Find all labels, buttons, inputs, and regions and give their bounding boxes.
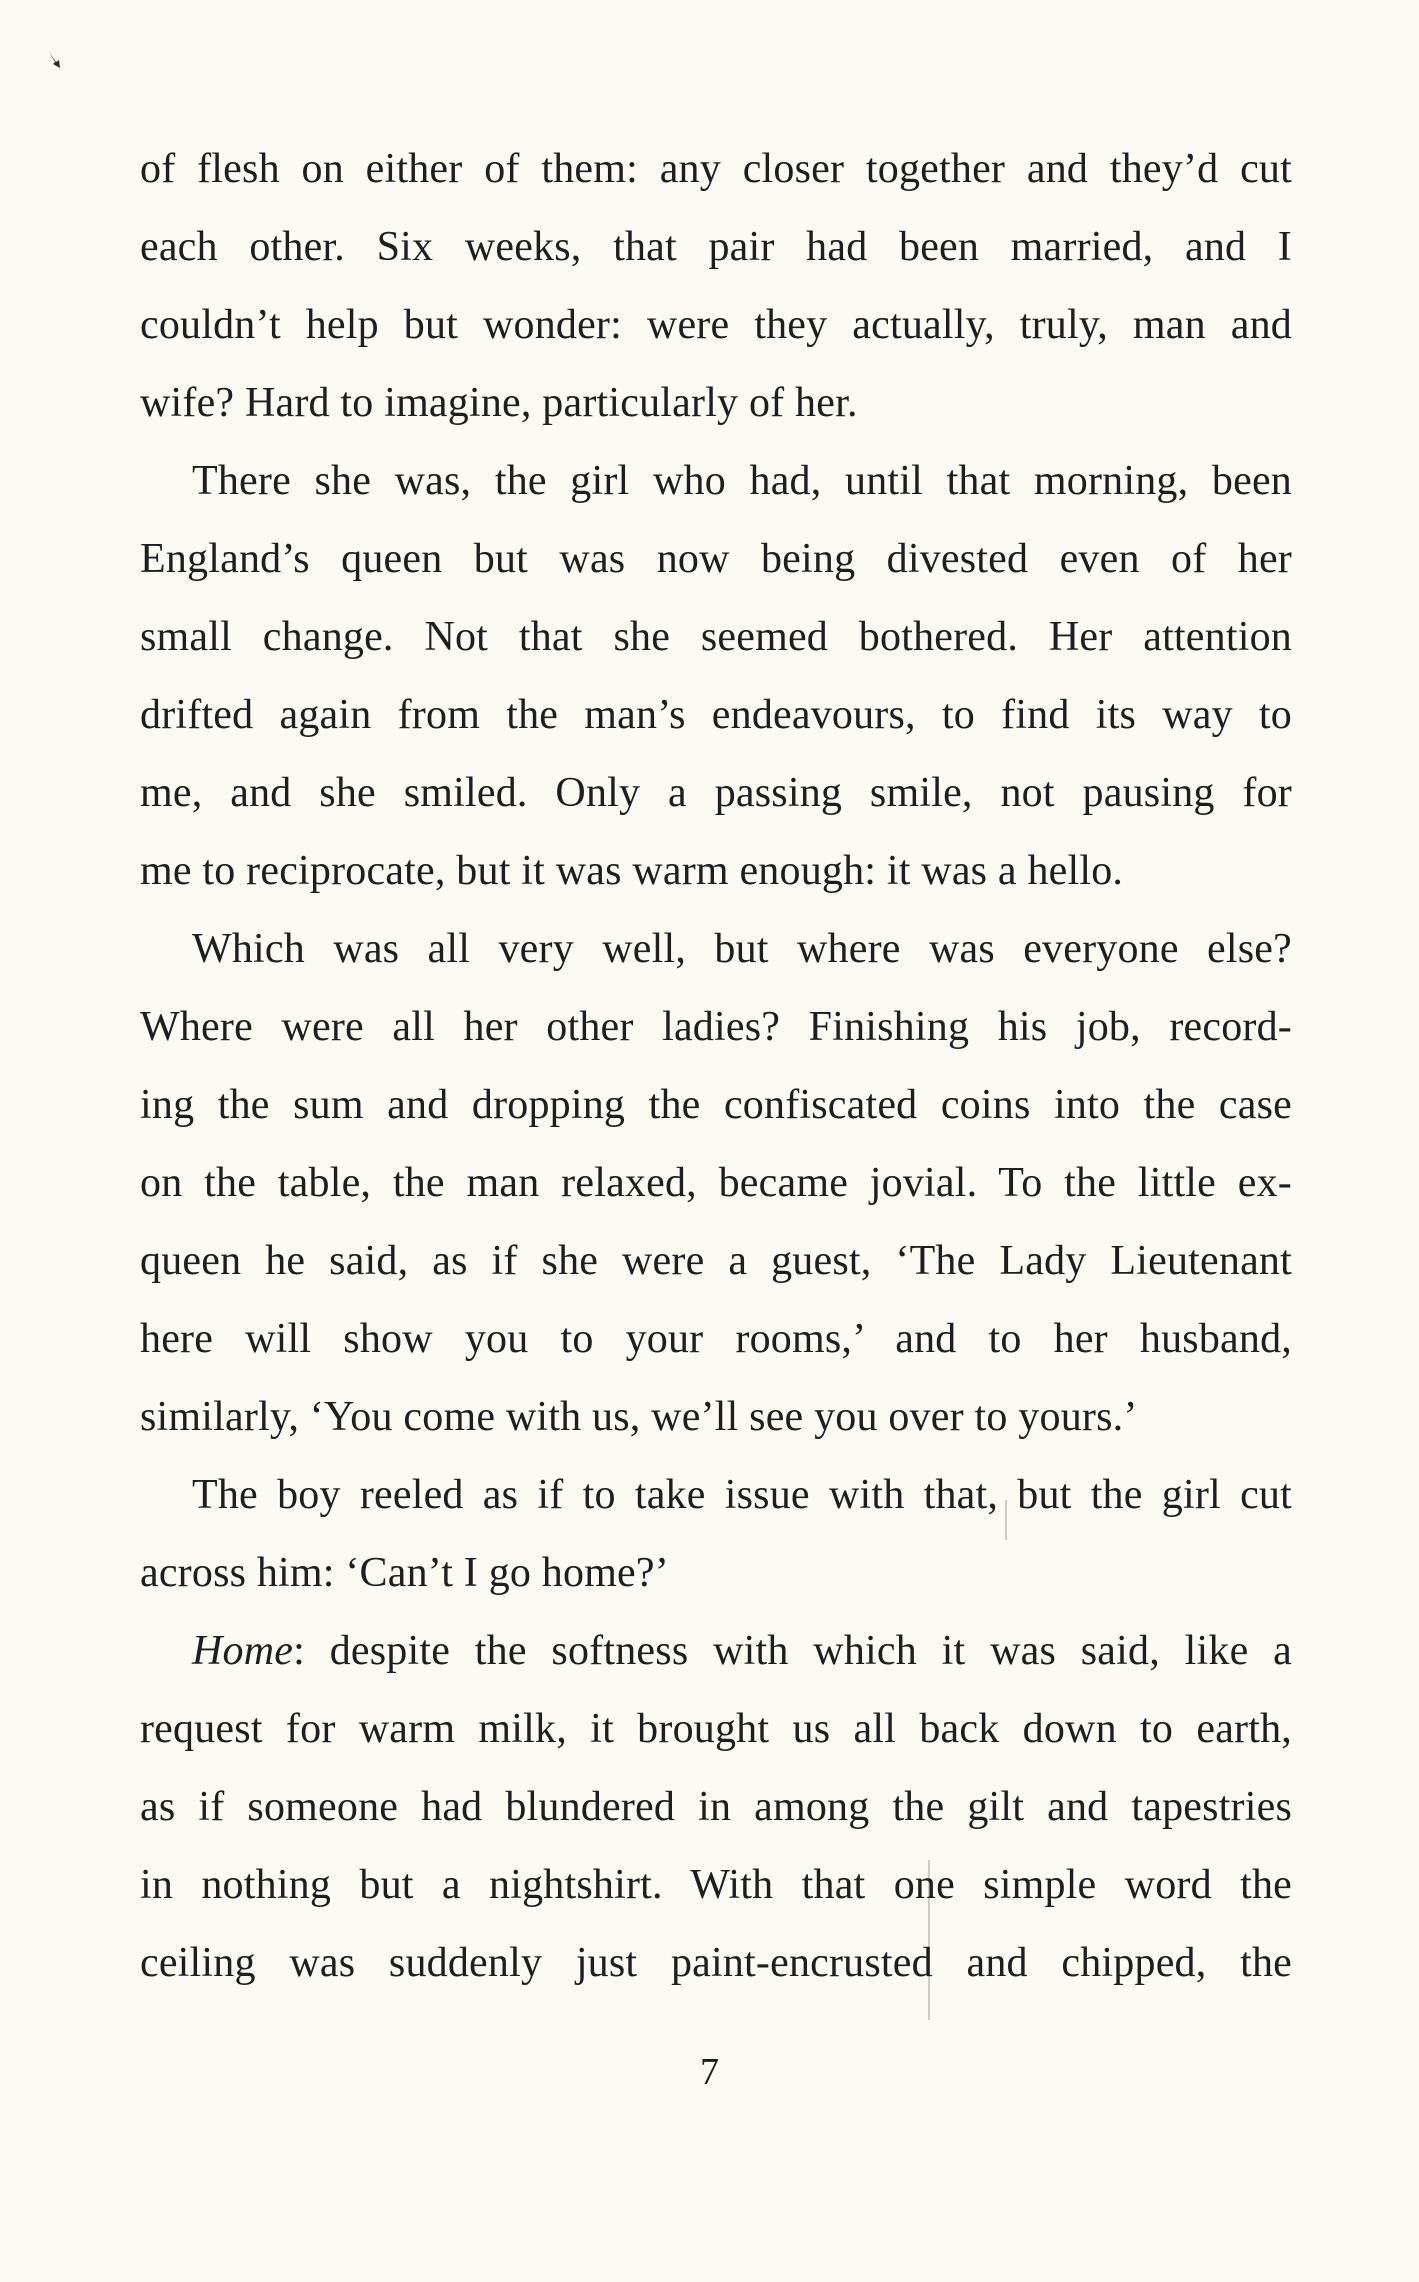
- text-line: Where were all her other ladies? Finishing his job, record-: [140, 1004, 1292, 1050]
- text-line: each other. Six weeks, that pair had been married, and I: [140, 224, 1292, 270]
- text-line: here will show you to your rooms,’ and to her husband,: [140, 1316, 1292, 1362]
- text-line: The boy reeled as if to take issue with that, but the girl cut: [192, 1472, 1292, 1518]
- text-line: There she was, the girl who had, until that morning, been: [192, 458, 1292, 504]
- text-line: ceiling was suddenly just paint-encrusted and chipped, the: [140, 1940, 1292, 1986]
- body-text: [140, 130, 1292, 2002]
- text-line: in nothing but a nightshirt. With that one simple word the: [140, 1862, 1292, 1908]
- text-line: small change. Not that she seemed bothered. Her attention: [140, 614, 1292, 660]
- text-line: couldn’t help but wonder: were they actually, truly, man and: [140, 302, 1292, 348]
- text-line: of flesh on either of them: any closer together and they’d cut: [140, 146, 1292, 192]
- page-number: 7: [700, 2051, 719, 2093]
- text-line: England’s queen but was now being divested even of her: [140, 536, 1292, 582]
- text-fragment: : despite the softness with which it was said, like a: [293, 1628, 1292, 1674]
- text-line: Which was all very well, but where was everyone else?: [192, 926, 1292, 972]
- text-line: [140, 1612, 1292, 1690]
- text-line: across him: ‘Can’t I go home?’: [140, 1550, 669, 1596]
- text-line: as if someone had blundered in among the gilt and tapestries: [140, 1784, 1292, 1830]
- text-line: similarly, ‘You come with us, we’ll see you over to yours.’: [140, 1394, 1138, 1440]
- text-line: me to reciprocate, but it was warm enough: it was a hello.: [140, 848, 1124, 894]
- text-line: on the table, the man relaxed, became jovial. To the little ex-: [140, 1160, 1292, 1206]
- text-line: request for warm milk, it brought us all back down to earth,: [140, 1706, 1292, 1752]
- scan-speck-icon: [47, 50, 61, 70]
- text-line: queen he said, as if she were a guest, ‘The Lady Lieutenant: [140, 1238, 1292, 1284]
- text-line: drifted again from the man’s endeavours, to find its way to: [140, 692, 1292, 738]
- text-line: wife? Hard to imagine, particularly of her.: [140, 380, 858, 426]
- emphasis-word: Home: [192, 1628, 294, 1674]
- text-line: ing the sum and dropping the confiscated coins into the case: [140, 1082, 1292, 1128]
- text-line: me, and she smiled. Only a passing smile, not pausing for: [140, 770, 1292, 816]
